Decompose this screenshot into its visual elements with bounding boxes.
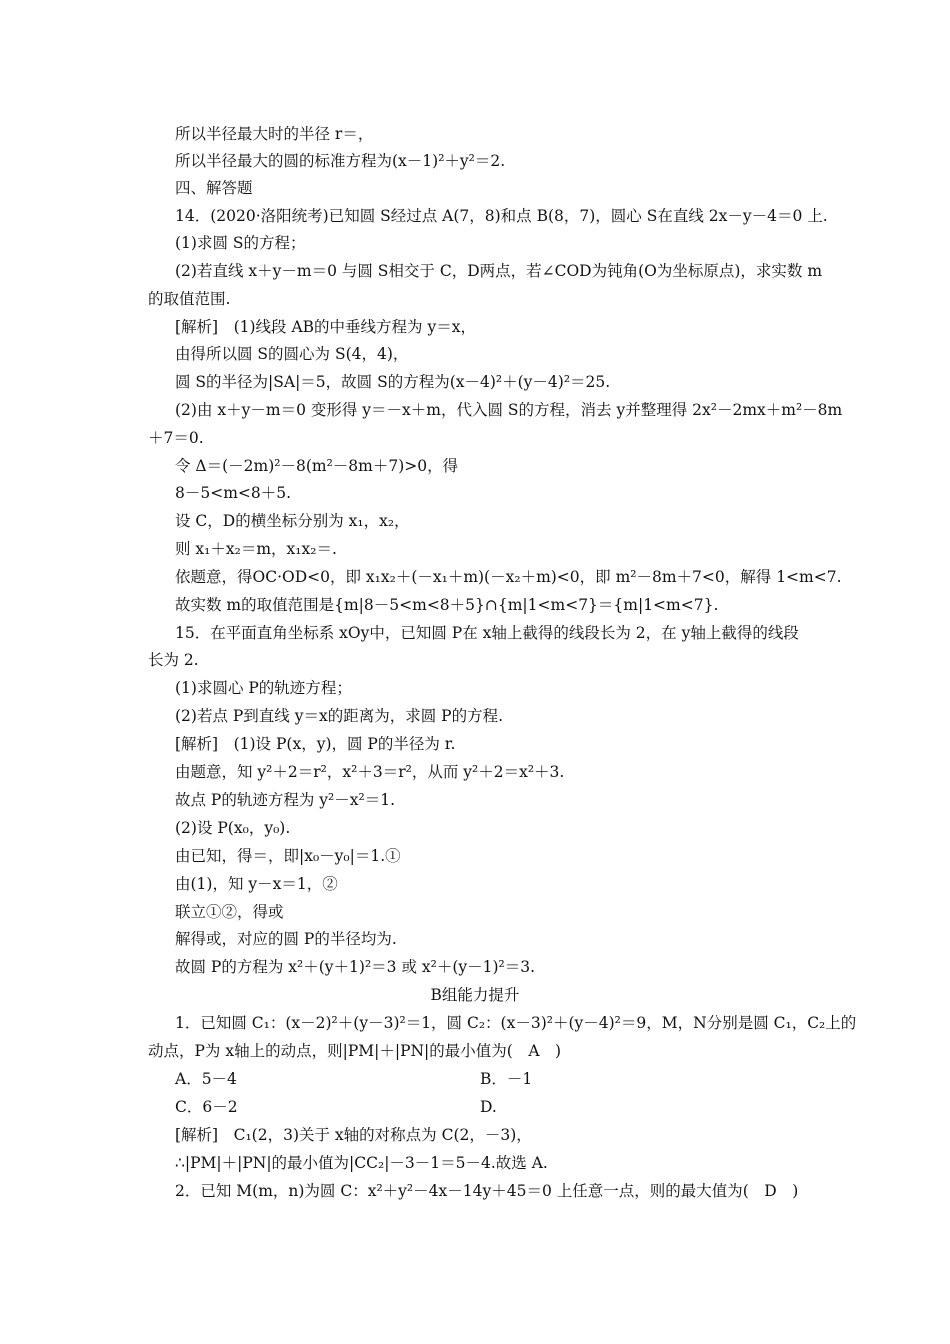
text-line: 由得所以圆 S的圆心为 S(4，4)， (175, 345, 409, 363)
text-line: (2)设 P(x₀，y₀). (175, 819, 291, 837)
text-line: ∴|PM|＋|PN|的最小值为|CC₂|－3－1＝5－4.故选 A. (175, 1154, 548, 1172)
text-line: 联立①②，得或 (175, 903, 284, 921)
text-line: 故实数 m的取值范围是{m|8－5<m<8＋5}∩{m|1<m<7}＝{m|1<m<7}. (175, 596, 719, 614)
text-line: 故圆 P的方程为 x²＋(y＋1)²＝3 或 x²＋(y－1)²＝3. (175, 958, 536, 976)
text-line: 所以半径最大的圆的标准方程为(x－1)²＋y²＝2. (175, 152, 506, 170)
solution-label: [解析] (1)线段 AB的中垂线方程为 y＝x， (175, 318, 476, 336)
text-line: 长为 2. (148, 651, 199, 669)
text-line: (2)若直线 x＋y－m＝0 与圆 S相交于 C，D两点，若∠COD为钝角(O为坐标原点)，求实数 m (175, 262, 823, 280)
text-line: (2)若点 P到直线 y＝x的距离为，求圆 P的方程. (175, 707, 504, 725)
text-line: (2)由 x＋y－m＝0 变形得 y＝－x＋m，代入圆 S的方程，消去 y并整理得 2x²－2mx＋m²－8m (175, 401, 843, 419)
text-line: 故点 P的轨迹方程为 y²－x²＝1. (175, 791, 395, 809)
option-d: D. (480, 1098, 497, 1116)
text-line: 由已知，得＝，即|x₀－y₀|＝1.① (175, 847, 401, 865)
section-heading: 四、解答题 (175, 179, 253, 197)
text-line: 解得或，对应的圆 P的半径均为. (175, 930, 397, 948)
text-line: 则 x₁＋x₂＝m，x₁x₂＝. (175, 540, 337, 558)
solution-label: [解析] C₁(2，3)关于 x轴的对称点为 C(2，－3)， (175, 1126, 532, 1144)
text-line: ＋7＝0. (148, 429, 204, 447)
option-c: C．6－2 (175, 1098, 238, 1116)
text-line: (1)求圆 S的方程； (175, 234, 306, 252)
text-line: 依题意，得OC·OD<0，即 x₁x₂＋(－x₁＋m)(－x₂＋m)<0，即 m²－8m＋7<0，解得 1<m<7. (175, 568, 842, 586)
section-title-b: B组能力提升 (430, 986, 520, 1004)
text-line: 圆 S的半径为|SA|＝5，故圆 S的方程为(x－4)²＋(y－4)²＝25. (175, 373, 611, 391)
option-a: A．5－4 (175, 1070, 237, 1088)
text-line: 所以半径最大时的半径 r＝， (175, 125, 374, 143)
text-line: 动点，P为 x轴上的动点，则|PM|＋|PN|的最小值为( A ) (148, 1042, 562, 1060)
text-line: 由题意，知 y²＋2＝r²，x²＋3＝r²，从而 y²＋2＝x²＋3. (175, 763, 565, 781)
problem-b2: 2．已知 M(m，n)为圆 C：x²＋y²－4x－14y＋45＝0 上任意一点，则的最大值为( D ) (175, 1182, 799, 1200)
problem-b1: 1．已知圆 C₁：(x－2)²＋(y－3)²＝1，圆 C₂：(x－3)²＋(y－4)²＝9，M，N分别是圆 C₁，C₂上的 (175, 1014, 857, 1032)
text-line: 由(1)，知 y－x＝1，② (175, 875, 338, 893)
problem-14: 14．(2020·洛阳统考)已知圆 S经过点 A(7，8)和点 B(8，7)，圆心 S在直线 2x－y－4＝0 上. (175, 207, 828, 225)
text-line: 的取值范围. (148, 290, 231, 308)
text-line: 8－5<m<8＋5. (175, 484, 292, 502)
solution-label: [解析] (1)设 P(x，y)，圆 P的半径为 r. (175, 735, 456, 753)
text-line: 令 Δ＝(－2m)²－8(m²－8m＋7)>0，得 (175, 457, 459, 475)
problem-15: 15．在平面直角坐标系 xOy中，已知圆 P在 x轴上截得的线段长为 2，在 y轴上截得的线段 (175, 624, 799, 642)
text-line: 设 C，D的横坐标分别为 x₁，x₂， (175, 512, 410, 530)
option-b: B．－1 (480, 1070, 533, 1088)
text-line: (1)求圆心 P的轨迹方程； (175, 679, 352, 697)
